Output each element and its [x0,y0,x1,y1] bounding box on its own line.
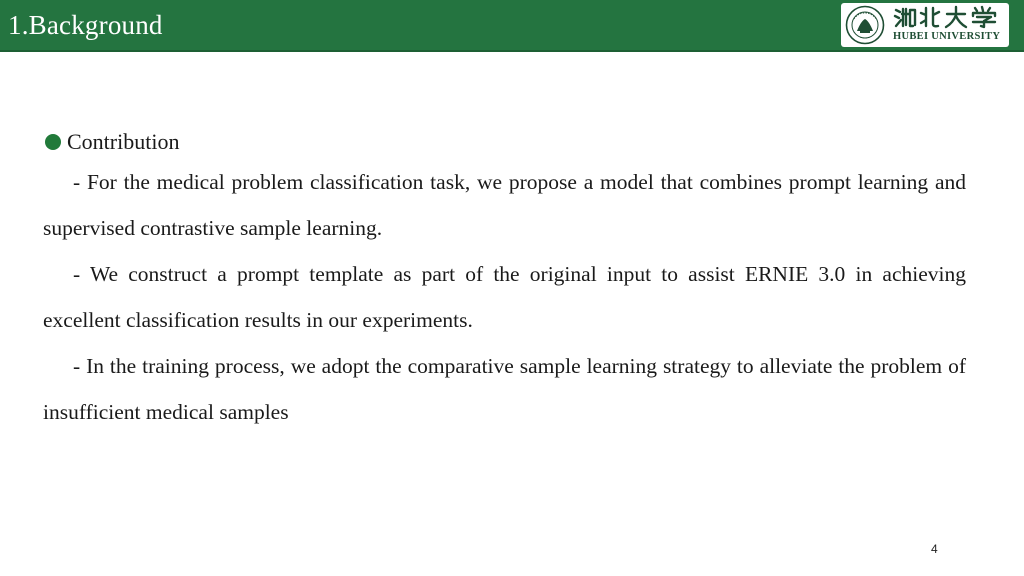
section-heading-text: Contribution [67,129,180,154]
contribution-item: - For the medical problem classification task, we propose a model that combines prompt learning and supervised contrastive sample learning. [43,170,966,240]
university-seal-icon [845,5,885,45]
contribution-item: - We construct a prompt template as part of the original input to assist ERNIE 3.0 in achieving excellent classification results in our experiments. [43,262,966,332]
slide-content [43,125,966,435]
page-number: 4 [931,542,938,556]
contribution-item: - In the training process, we adopt the comparative sample learning strategy to alleviate the problem of insufficient medical samples [43,354,966,424]
filled-circle-bullet-icon [45,134,61,150]
slide-title: 1.Background [8,10,163,40]
slide-header [0,0,1024,52]
university-logo [841,3,1009,47]
section-heading [43,125,966,159]
university-name-calligraphy [893,5,1005,29]
university-name-english: HUBEI UNIVERSITY [893,31,1001,42]
